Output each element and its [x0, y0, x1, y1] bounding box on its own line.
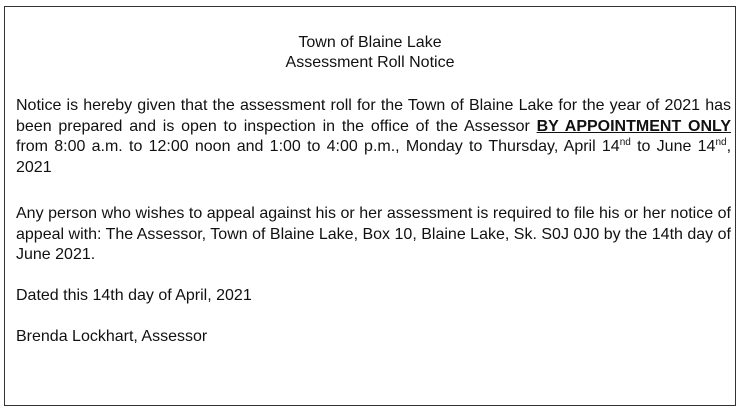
inspection-text-between: to June 14: [630, 138, 716, 155]
notice-paragraph-appeal: Any person who wishes to appeal against his or her assessment is required to file his or her notice of appeal with: The Assessor, Town of Blaine Lake, Box 10, Blaine Lake, Sk. S0J 0J0 by the 14th day of June 2021.: [16, 205, 731, 263]
notice-dated-line: Dated this 14th day of April, 2021: [16, 287, 252, 304]
notice-subtitle: Assessment Roll Notice: [285, 54, 455, 71]
ordinal-suffix-end: nd: [715, 137, 727, 148]
inspection-text-hours: from 8:00 a.m. to 12:00 noon and 1:00 to 4:00 p.m., Monday to Thursday, April 14: [16, 138, 620, 155]
notice-title: Town of Blaine Lake: [298, 34, 442, 51]
ordinal-suffix-start: nd: [619, 137, 631, 148]
by-appointment-emphasis: BY APPOINTMENT ONLY: [536, 117, 732, 135]
notice-signature: Brenda Lockhart, Assessor: [16, 328, 208, 345]
inspection-text-year: , 2021: [16, 138, 732, 176]
notice-box: [4, 6, 736, 406]
notice-paragraph-inspection: [16, 96, 731, 178]
inspection-text-start: Notice is hereby given that the assessment roll for the Town of Blaine Lake for the year of 2021 has been prepared and is open to inspection in the office of the Assessor: [16, 97, 731, 135]
